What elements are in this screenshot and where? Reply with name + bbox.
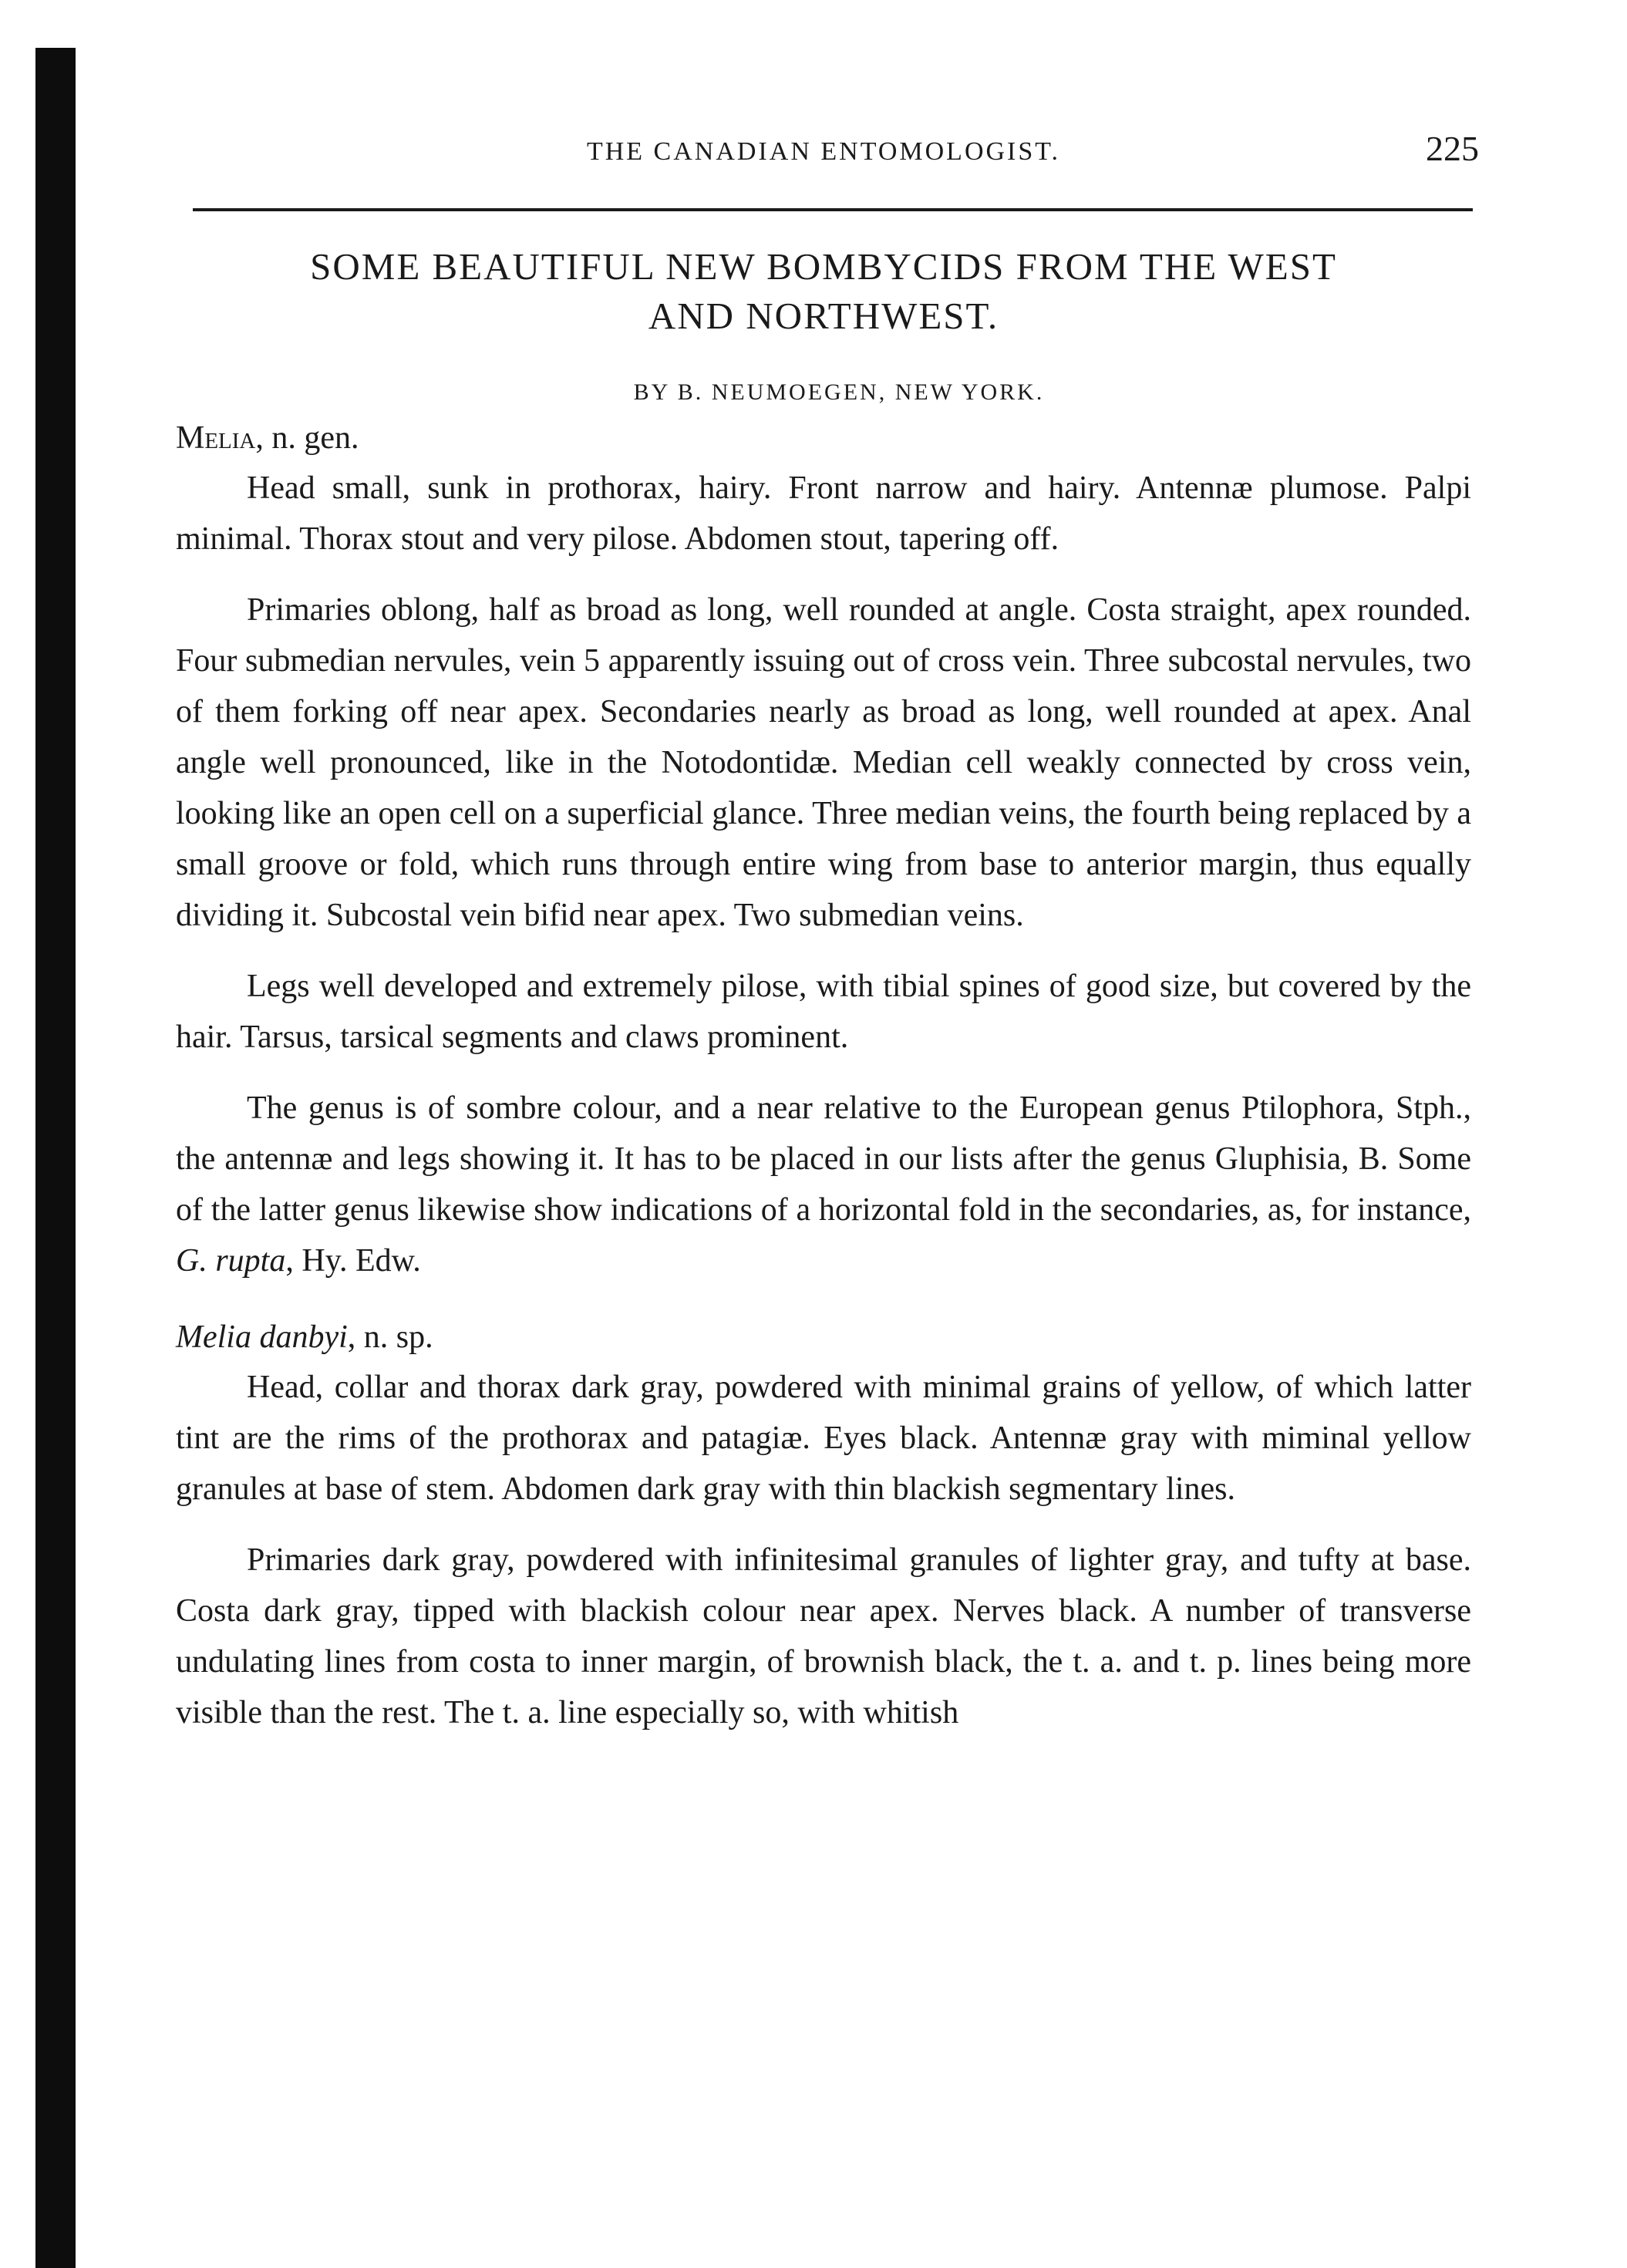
paragraph-4-tail: , Hy. Edw. [285, 1243, 421, 1279]
article-title [176, 242, 1471, 341]
page [176, 116, 1479, 1738]
paragraph-5: Head, collar and thorax dark gray, powdered with minimal grains of yellow, of which latter tint are the rims of the prothorax and patagiæ. Eyes black. Antennæ gray with miminal yellow granules at base of stem. Abdomen dark gray with thin blackish segmentary lines. [176, 1370, 1471, 1507]
paragraph-4 [176, 1083, 1471, 1286]
page-number: 225 [1426, 129, 1479, 168]
genus-heading [176, 413, 1471, 463]
paragraph-4-text: The genus is of sombre colour, and a near relative to the European genus Ptilophora, Stph., the antennæ and legs showing it. It has to be placed in our lists after the genus Gluphisia, B. Some of the latter genus likewise show indications of a horizontal fold in the secondaries, as, for instance, [176, 1090, 1471, 1228]
species-heading [176, 1313, 1471, 1362]
header-rule [193, 208, 1473, 211]
species-name: Melia danbyi [176, 1319, 348, 1355]
scan-binding-edge [35, 48, 76, 2268]
paragraph-2: Primaries oblong, half as broad as long, well rounded at angle. Costa straight, apex rounded. Four submedian nervules, vein 5 apparently issuing out of cross vein. Three subcostal nervules, two of them forking off near apex. Secondaries nearly as broad as long, well rounded at apex. Anal angle well pronounced, like in the Notodontidæ. Median cell weakly connected by cross vein, looking like an open cell on a superficial glance. Three median veins, the fourth being replaced by a small groove or fold, which runs through entire wing from base to anterior margin, thus equally dividing it. Subcostal vein bifid near apex. Two submedian veins. [176, 592, 1471, 933]
paragraph-6: Primaries dark gray, powdered with infinitesimal granules of lighter gray, and tufty at base. Costa dark gray, tipped with blackish colour near apex. Nerves black. A number of transverse undulating lines from costa to inner margin, of brownish black, the t. a. and t. p. lines being more visible than the rest. The t. a. line especially so, with whitish [176, 1542, 1471, 1730]
article-title-line-2: AND NORTHWEST. [648, 295, 999, 337]
species-reference: G. rupta [176, 1243, 286, 1279]
genus-designation: , n. gen. [255, 420, 359, 456]
running-head [176, 116, 1479, 168]
paragraph-3: Legs well developed and extremely pilose, with tibial spines of good size, but covered by the hair. Tarsus, tarsical segments and claws prominent. [176, 969, 1471, 1055]
article-title-line-1: SOME BEAUTIFUL NEW BOMBYCIDS FROM THE WEST [310, 245, 1337, 288]
species-designation: , n. sp. [347, 1319, 433, 1355]
genus-name: Melia [176, 420, 256, 456]
running-title: THE CANADIAN ENTOMOLOGIST. [586, 137, 1061, 166]
byline: BY B. NEUMOEGEN, NEW YORK. [633, 379, 1045, 405]
paragraph-1: Head small, sunk in prothorax, hairy. Front narrow and hairy. Antennæ plumose. Palpi minimal. Thorax stout and very pilose. Abdomen stout, tapering off. [176, 470, 1471, 557]
